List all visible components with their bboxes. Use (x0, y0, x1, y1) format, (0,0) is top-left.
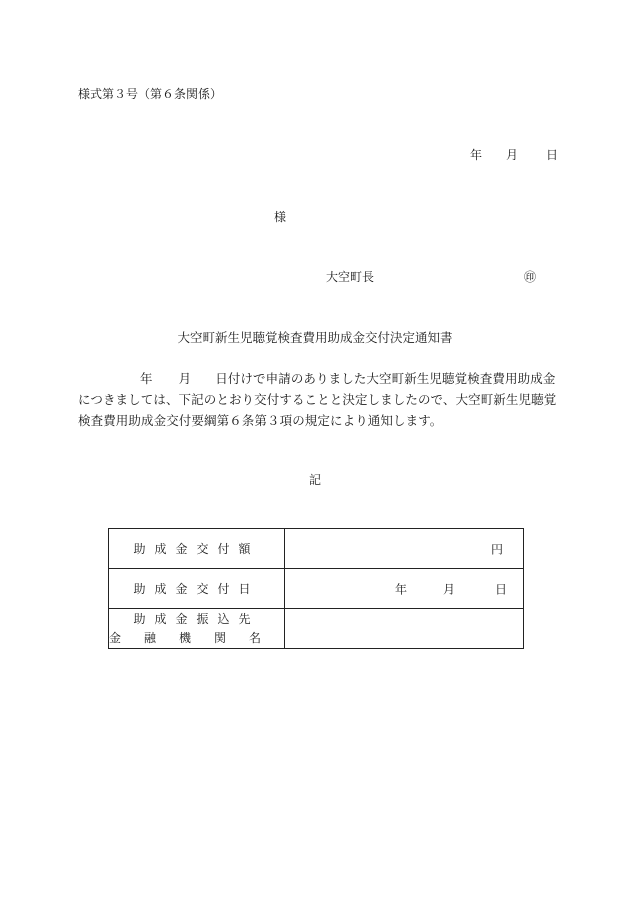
table-row (109, 569, 524, 609)
form-number: 様式第３号（第６条関係） (78, 87, 223, 101)
yen-unit: 円 (490, 542, 503, 556)
grant-date-day: 日 (495, 582, 508, 596)
ki-heading: 記 (308, 473, 321, 487)
grant-amount-label: 助成金交付額 (109, 529, 285, 569)
grant-date-cell (285, 569, 524, 609)
date-month-label: 月 (506, 148, 519, 162)
date-day-label: 日 (546, 148, 559, 162)
bank-label-line1: 助成金振込先 (133, 611, 260, 626)
bank-label (109, 609, 285, 649)
seal-mark: ㊞ (524, 270, 537, 284)
issue-date (470, 146, 558, 163)
grant-info-table (108, 528, 524, 649)
document-title: 大空町新生児聴覚検査費用助成金交付決定通知書 (177, 330, 453, 345)
grant-amount-cell (285, 529, 524, 569)
date-year-label: 年 (470, 148, 483, 162)
issuer-name: 大空町長 (326, 270, 375, 284)
grant-date-year: 年 (395, 582, 408, 596)
addressee-suffix: 様 (274, 210, 287, 224)
grant-date-label: 助成金交付日 (109, 569, 285, 609)
body-month-label: 月 (178, 371, 192, 386)
body-year-label: 年 (140, 371, 153, 386)
table-row (109, 609, 524, 649)
grant-date-month: 月 (443, 582, 456, 596)
bank-name-cell (285, 609, 524, 649)
table-row (109, 529, 524, 569)
body-text: 日付けで申請のありました大空町新生児聴覚検査費用助成金につきましては、下記のとおり交付することと決定しましたので、大空町新生児聴覚検査費用助成金交付要綱第６条第３項の規定により通知します。 (78, 371, 557, 428)
bank-label-line2: 金融機関名 (109, 630, 285, 645)
body-paragraph (78, 368, 560, 431)
